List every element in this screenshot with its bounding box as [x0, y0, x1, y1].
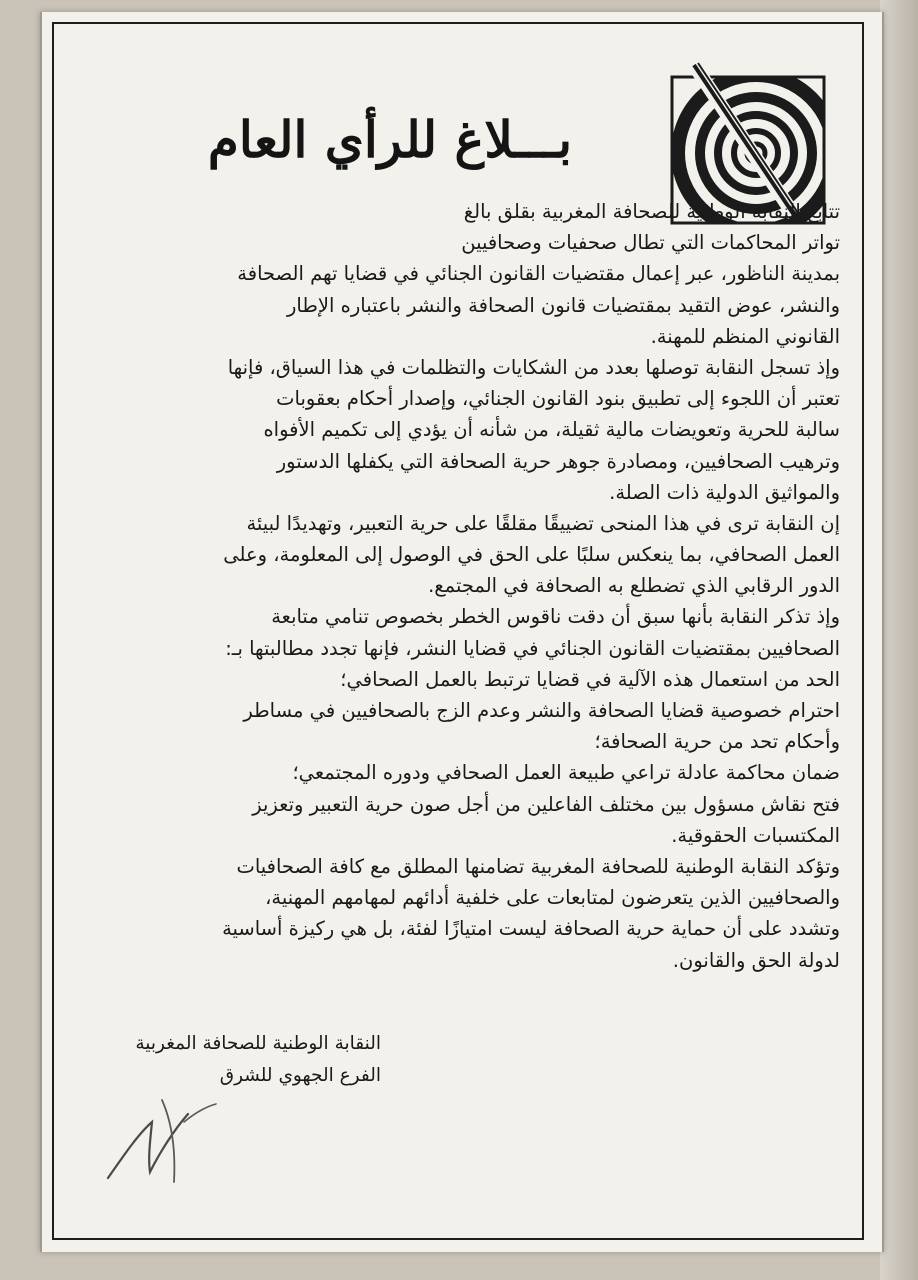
- signatory-org: النقابة الوطنية للصحافة المغربية: [135, 1033, 381, 1054]
- body-line: إن النقابة ترى في هذا المنحى تضييقًا مقلقًا على حرية التعبير، وتهديدًا لبيئة: [246, 511, 840, 535]
- body-line: لدولة الحق والقانون.: [672, 948, 840, 972]
- body-line: تواتر المحاكمات التي تطال صحفيات وصحافيين: [461, 231, 840, 255]
- page-title: بـــلاغ للرأي العام: [207, 110, 573, 169]
- body-text: [98, 196, 840, 976]
- body-line: وإذ تذكر النقابة بأنها سبق أن دقت ناقوس الخطر بخصوص تنامي متابعة: [271, 605, 840, 629]
- body-line: وأحكام تحد من حرية الصحافة؛: [594, 730, 840, 754]
- body-line: احترام خصوصية قضايا الصحافة والنشر وعدم الزج بالصحافيين في مساطر: [243, 699, 840, 722]
- body-line: الحد من استعمال هذه الآلية في قضايا ترتبط بالعمل الصحافي؛: [340, 667, 840, 691]
- body-line: والصحافيين الذين يتعرضون لمتابعات على خلفية أدائهم لمهامهم المهنية،: [265, 886, 840, 910]
- body-line: وترهيب الصحافيين، ومصادرة جوهر حرية الصحافة التي يكفلها الدستور: [276, 449, 840, 473]
- body-line: المكتسبات الحقوقية.: [671, 823, 840, 847]
- body-line: تعتبر أن اللجوء إلى تطبيق بنود القانون الجنائي، وإصدار أحكام بعقوبات: [276, 387, 840, 411]
- body-line: والمواثيق الدولية ذات الصلة.: [609, 480, 840, 504]
- signatory: [96, 1028, 381, 1092]
- handwritten-signature-icon: [100, 1092, 220, 1192]
- body-line: ضمان محاكمة عادلة تراعي طبيعة العمل الصحافي ودوره المجتمعي؛: [292, 761, 840, 785]
- body-line: وإذ تسجل النقابة توصلها بعدد من الشكايات والتظلمات في هذا السياق، فإنها: [227, 355, 840, 379]
- body-line: تتابع النقابة الوطنية للصحافة المغربية بقلق بالغ: [463, 200, 840, 223]
- body-line: الصحافيين بمقتضيات القانون الجنائي في قضايا النشر، فإنها تجدد مطالبتها بـ:: [225, 636, 840, 660]
- signatory-branch: الفرع الجهوي للشرق: [219, 1065, 381, 1086]
- body-line: بمدينة الناظور، عبر إعمال مقتضيات القانون الجنائي في قضايا تهم الصحافة: [237, 262, 840, 286]
- body-line: وتؤكد النقابة الوطنية للصحافة المغربية تضامنها المطلق مع كافة الصحافيات: [236, 854, 840, 878]
- body-line: الدور الرقابي الذي تضطلع به الصحافة في المجتمع.: [428, 574, 840, 598]
- body-line: القانوني المنظم للمهنة.: [650, 324, 840, 348]
- body-line: فتح نقاش مسؤول بين مختلف الفاعلين من أجل صون حرية التعبير وتعزيز: [252, 792, 840, 816]
- page-shadow-edge: [880, 0, 918, 1280]
- body-line: وتشدد على أن حماية حرية الصحافة ليست امتيازًا لفئة، بل هي ركيزة أساسية: [222, 917, 840, 941]
- body-line: العمل الصحافي، بما ينعكس سلبًا على الحق في الوصول إلى المعلومة، وعلى: [223, 543, 840, 567]
- body-line: سالبة للحرية وتعويضات مالية ثقيلة، من شأنه أن يؤدي إلى تكميم الأفواه: [263, 418, 840, 442]
- body-line: والنشر، عوض التقيد بمقتضيات قانون الصحافة والنشر باعتباره الإطار: [287, 293, 840, 317]
